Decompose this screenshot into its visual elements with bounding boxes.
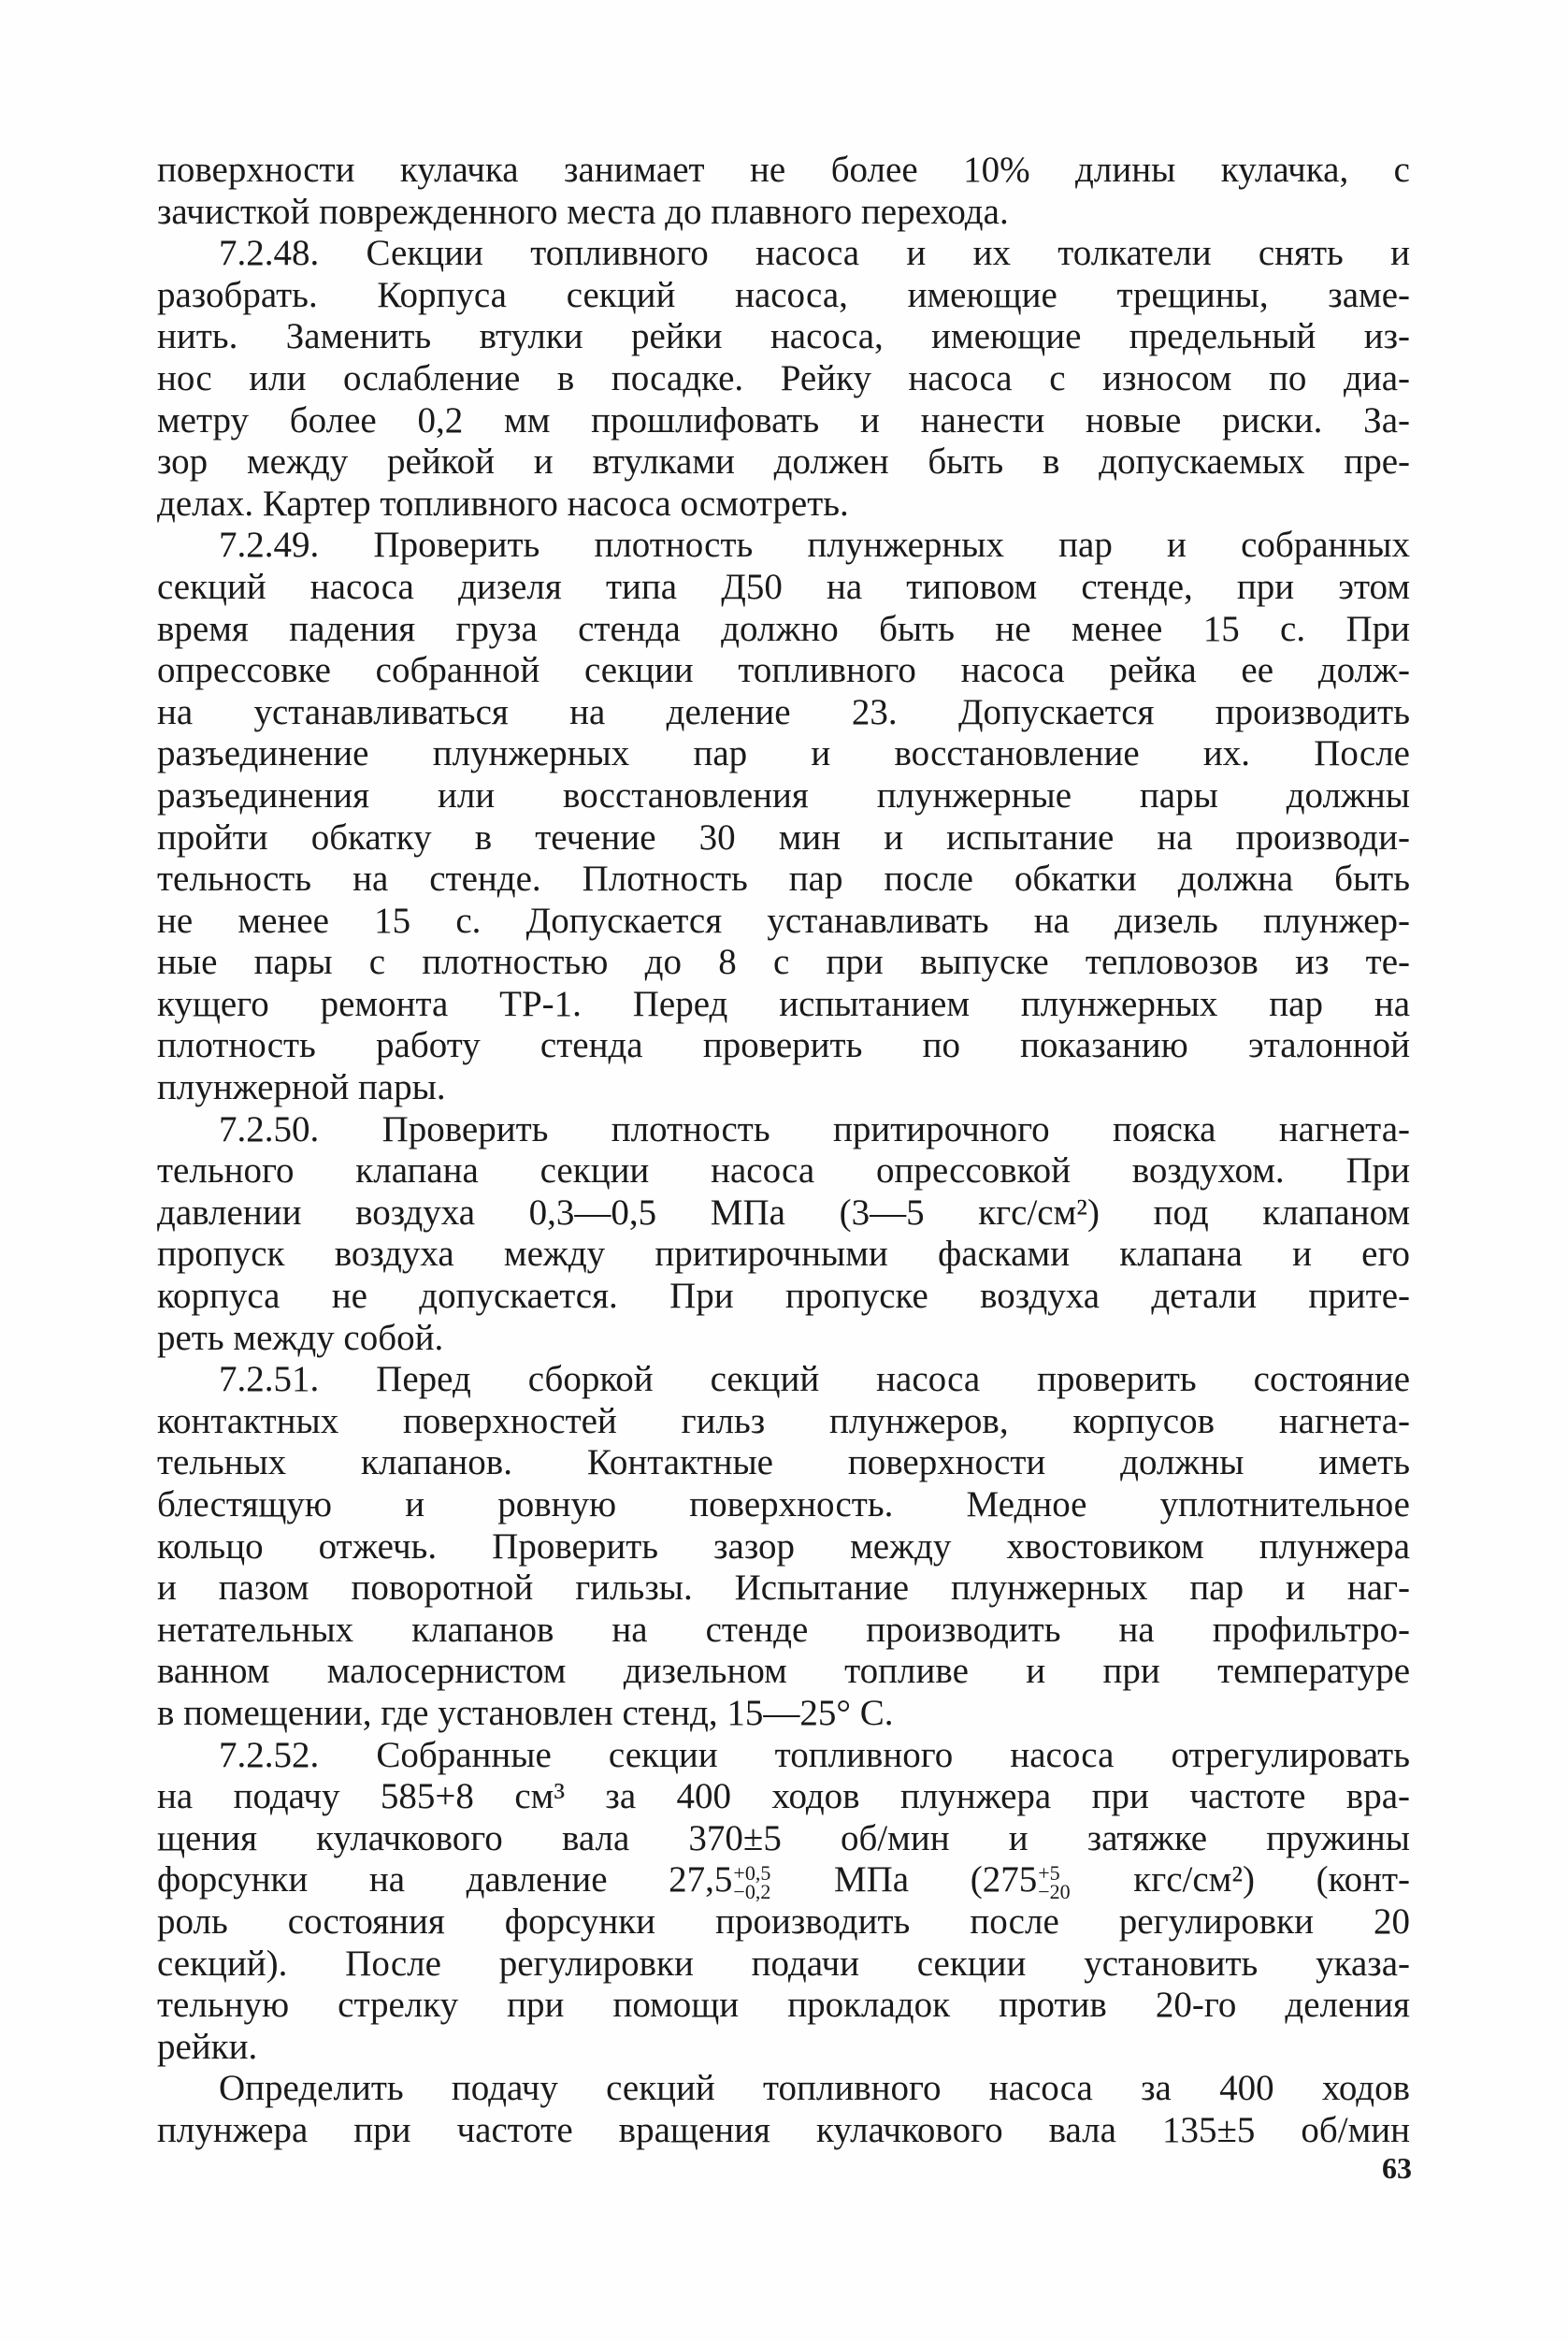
text-line: пройти обкатку в течение 30 мин и испытание на производи- bbox=[157, 816, 1410, 858]
text-fragment: форсунки на давление 27,5 bbox=[157, 1859, 733, 1900]
text-line: реть между собой. bbox=[157, 1317, 444, 1358]
text-line: нить. Заменить втулки рейки насоса, имеющие предельный из- bbox=[157, 316, 1410, 357]
text-line: разъединения или восстановления плунжерные пары должны bbox=[157, 774, 1410, 816]
text-line: щения кулачкового вала 370±5 об/мин и затяжке пружины bbox=[157, 1817, 1410, 1858]
text-line: и пазом поворотной гильзы. Испытание плунжерных пар и наг- bbox=[157, 1568, 1410, 1609]
text-line: плунжерной пары. bbox=[157, 1067, 446, 1108]
text-line: разобрать. Корпуса секций насоса, имеющие трещины, заме- bbox=[157, 274, 1410, 315]
tolerance-lower: −0,2 bbox=[733, 1880, 771, 1904]
text-line: пропуск воздуха между притирочными фасками клапана и его bbox=[157, 1234, 1410, 1275]
text-line: опрессовке собранной секции топливного насоса рейка ее долж- bbox=[157, 650, 1410, 691]
text-line: зачисткой поврежденного места до плавного перехода. bbox=[157, 191, 1009, 232]
text-line: 7.2.50. Проверить плотность притирочного пояска нагнета- bbox=[219, 1108, 1410, 1149]
paragraph-lines bbox=[157, 150, 1410, 1859]
paragraph-lines bbox=[157, 1901, 1410, 2152]
text-line: нос или ослабление в посадке. Рейку насоса с износом по диа- bbox=[157, 357, 1410, 398]
text-line: метру более 0,2 мм прошлифовать и нанести новые риски. За- bbox=[157, 399, 1410, 441]
text-line: плотность работу стенда проверить по показанию эталонной bbox=[157, 1025, 1410, 1066]
text-line: контактных поверхностей гильз плунжеров, корпусов нагнета- bbox=[157, 1400, 1410, 1441]
text-line: тельность на стенде. Плотность пар после обкатки должна быть bbox=[157, 859, 1410, 900]
tolerance-stack bbox=[733, 1861, 771, 1904]
text-line: тельных клапанов. Контактные поверхности должны иметь bbox=[157, 1442, 1410, 1483]
tolerance-upper: +0,5 bbox=[733, 1861, 771, 1886]
text-line: ные пары с плотностью до 8 с при выпуске тепловозов из те- bbox=[157, 942, 1410, 983]
text-line: корпуса не допускается. При пропуске воздуха детали прите- bbox=[157, 1276, 1410, 1317]
text-line: плунжера при частоте вращения кулачкового вала 135±5 об/мин bbox=[157, 2109, 1410, 2150]
text-line: блестящую и ровную поверхность. Медное уплотнительное bbox=[157, 1484, 1410, 1525]
tolerance-upper: +5 bbox=[1038, 1861, 1060, 1886]
text-line: на подачу 585+8 см³ за 400 ходов плунжера при частоте вра- bbox=[157, 1776, 1410, 1817]
tolerance-line bbox=[157, 1859, 1410, 1904]
text-line: делах. Картер топливного насоса осмотреть. bbox=[157, 483, 849, 524]
text-fragment: МПа (275 bbox=[772, 1859, 1038, 1900]
text-line: тельную стрелку при помощи прокладок против 20-го деления bbox=[157, 1985, 1410, 2026]
text-line: Определить подачу секций топливного насоса за 400 ходов bbox=[219, 2068, 1410, 2109]
text-line: 7.2.49. Проверить плотность плунжерных пар и собранных bbox=[219, 525, 1410, 566]
text-line: на устанавливаться на деление 23. Допускается производить bbox=[157, 691, 1410, 732]
text-line: нетательных клапанов на стенде производить на профильтро- bbox=[157, 1609, 1410, 1650]
page-number: 63 bbox=[1382, 2151, 1412, 2185]
text-line: разъединение плунжерных пар и восстановление их. После bbox=[157, 733, 1410, 774]
text-line: кольцо отжечь. Проверить зазор между хвостовиком плунжера bbox=[157, 1525, 1410, 1567]
text-line: 7.2.48. Секции топливного насоса и их толкатели снять и bbox=[219, 233, 1410, 274]
text-line: роль состояния форсунки производить после регулировки 20 bbox=[157, 1900, 1410, 1942]
text-line: кущего ремонта ТР-1. Перед испытанием плунжерных пар на bbox=[157, 983, 1410, 1024]
text-line: рейки. bbox=[157, 2026, 258, 2067]
body-text bbox=[157, 150, 1410, 2152]
text-line: ванном малосернистом дизельном топливе и при температуре bbox=[157, 1651, 1410, 1692]
text-line: в помещении, где установлен стенд, 15—25° С. bbox=[157, 1692, 894, 1733]
text-line: секций). После регулировки подачи секции установить указа- bbox=[157, 1943, 1410, 1984]
text-line: зор между рейкой и втулками должен быть в допускаемых пре- bbox=[157, 441, 1410, 483]
text-line: 7.2.52. Собранные секции топливного насоса отрегулировать bbox=[219, 1734, 1410, 1775]
text-line: не менее 15 с. Допускается устанавливать на дизель плунжер- bbox=[157, 900, 1410, 941]
text-line: поверхности кулачка занимает не более 10% длины кулачка, с bbox=[157, 150, 1410, 190]
text-line: время падения груза стенда должно быть не менее 15 с. При bbox=[157, 608, 1410, 649]
tolerance-lower: −20 bbox=[1038, 1880, 1071, 1904]
text-line: секций насоса дизеля типа Д50 на типовом стенде, при этом bbox=[157, 566, 1410, 607]
text-line: 7.2.51. Перед сборкой секций насоса проверить состояние bbox=[219, 1359, 1410, 1400]
text-fragment: кгс/см²) (конт- bbox=[1072, 1859, 1410, 1900]
tolerance-stack bbox=[1038, 1861, 1071, 1904]
text-line: давлении воздуха 0,3—0,5 МПа (3—5 кгс/см²) под клапаном bbox=[157, 1192, 1410, 1233]
text-line: тельного клапана секции насоса опрессовкой воздухом. При bbox=[157, 1150, 1410, 1192]
